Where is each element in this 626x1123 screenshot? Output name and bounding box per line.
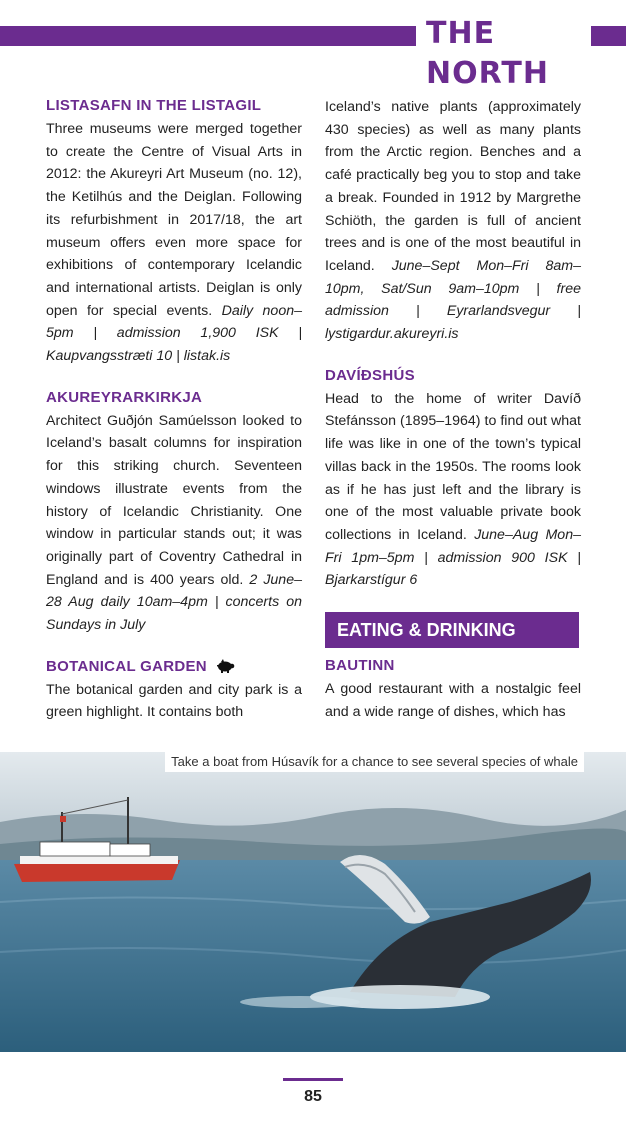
section-body: Head to the home of writer Davíð Stefánsson (1895–1964) to find out what life was like in one of the town’s typical villas back in the 1950s. The rooms look as if he has just left and the library is one of the most valuable private book collections in Iceland. June–Aug Mon–Fri 1pm–5pm | admission 900 ISK | Bjarkarstígur 6 (325, 390, 581, 589)
section-body: A good restaurant with a nostalgic feel and a wide range of dishes, which has (325, 681, 581, 720)
section-body: The botanical garden and city park is a green highlight. It contains both (46, 681, 302, 721)
section-heading: DAVÍÐSHÚS (325, 366, 415, 384)
page-number: 85 (304, 1088, 322, 1105)
page-number-rule (283, 1078, 343, 1081)
piggy-bank-icon (215, 659, 235, 673)
right-column (325, 96, 581, 743)
section-info: Daily noon–5pm | admission 1,900 ISK | Kaupvangsstræti 10 | listak.is (46, 302, 302, 365)
section-heading: AKUREYRARKIRKJA (46, 388, 203, 406)
left-column (46, 96, 302, 744)
section-info: June–Sept Mon–Fri 8am–10pm, Sat/Sun 9am–10pm | free admission | Eyrarlandsvegur | lystigardur.akureyri.is (325, 257, 581, 343)
section-info: June–Aug Mon–Fri 1pm–5pm | admission 900 ISK | Bjarkarstígur 6 (325, 526, 581, 589)
section-body: Three museums were merged together to create the Centre of Visual Arts in 2012: the Akureyri Art Museum (no. 12), the Ketilhús and the Deiglan. Following its refurbishment in 2017/18, the art museum offers even more space for exhibitions of contemporary Icelandic and international artists. Deiglan is only open for special events. Daily noon–5pm | admission 1,900 ISK | Kaupvangsstræti 10 | listak.is (46, 121, 302, 365)
section-botanical-garden (46, 657, 302, 724)
section-listasafn (46, 96, 302, 368)
section-heading: BAUTINN (325, 657, 395, 675)
section-heading: BOTANICAL GARDEN (46, 657, 302, 677)
header-bar (0, 26, 416, 46)
whale-photo (0, 752, 626, 1052)
section-bautinn (325, 656, 581, 723)
section-botanical-continued (325, 96, 581, 346)
chapter-title: THE NORTH (426, 16, 549, 91)
header-tab (591, 26, 626, 46)
section-davidshus (325, 366, 581, 592)
section-akureyrarkirkja (46, 388, 302, 637)
photo-caption: Take a boat from Húsavík for a chance to see several species of whale (165, 752, 584, 772)
eating-drinking-banner: EATING & DRINKING (325, 612, 579, 648)
section-body: Iceland’s native plants (approximately 430 species) as well as many plants from the Arctic region. Benches and a café practically beg you to stop and take a break. Founded in 1912 by Margrethe Schiöth, the garden is full of ancient trees and is one of the most beautiful in Iceland. June–Sept Mon–Fri 8am–10pm, Sat/Sun 9am–10pm | free admission | Eyrarlandsvegur | lystigardur.akureyri.is (325, 99, 581, 343)
whale-photo-illustration (0, 752, 626, 1052)
section-body: Architect Guðjón Samúelsson looked to Iceland’s basalt columns for inspiration for this striking church. Seventeen windows illustrate events from the history of Icelandic Christianity. One window in particular stands out; it was originally part of Coventry Cathedral in England and is 400 years old. 2 June–28 Aug daily 10am–4pm | concerts on Sundays in July (46, 412, 302, 634)
section-info: 2 June–28 Aug daily 10am–4pm | concerts on Sundays in July (46, 571, 302, 634)
section-heading: LISTASAFN IN THE LISTAGIL (46, 97, 262, 114)
